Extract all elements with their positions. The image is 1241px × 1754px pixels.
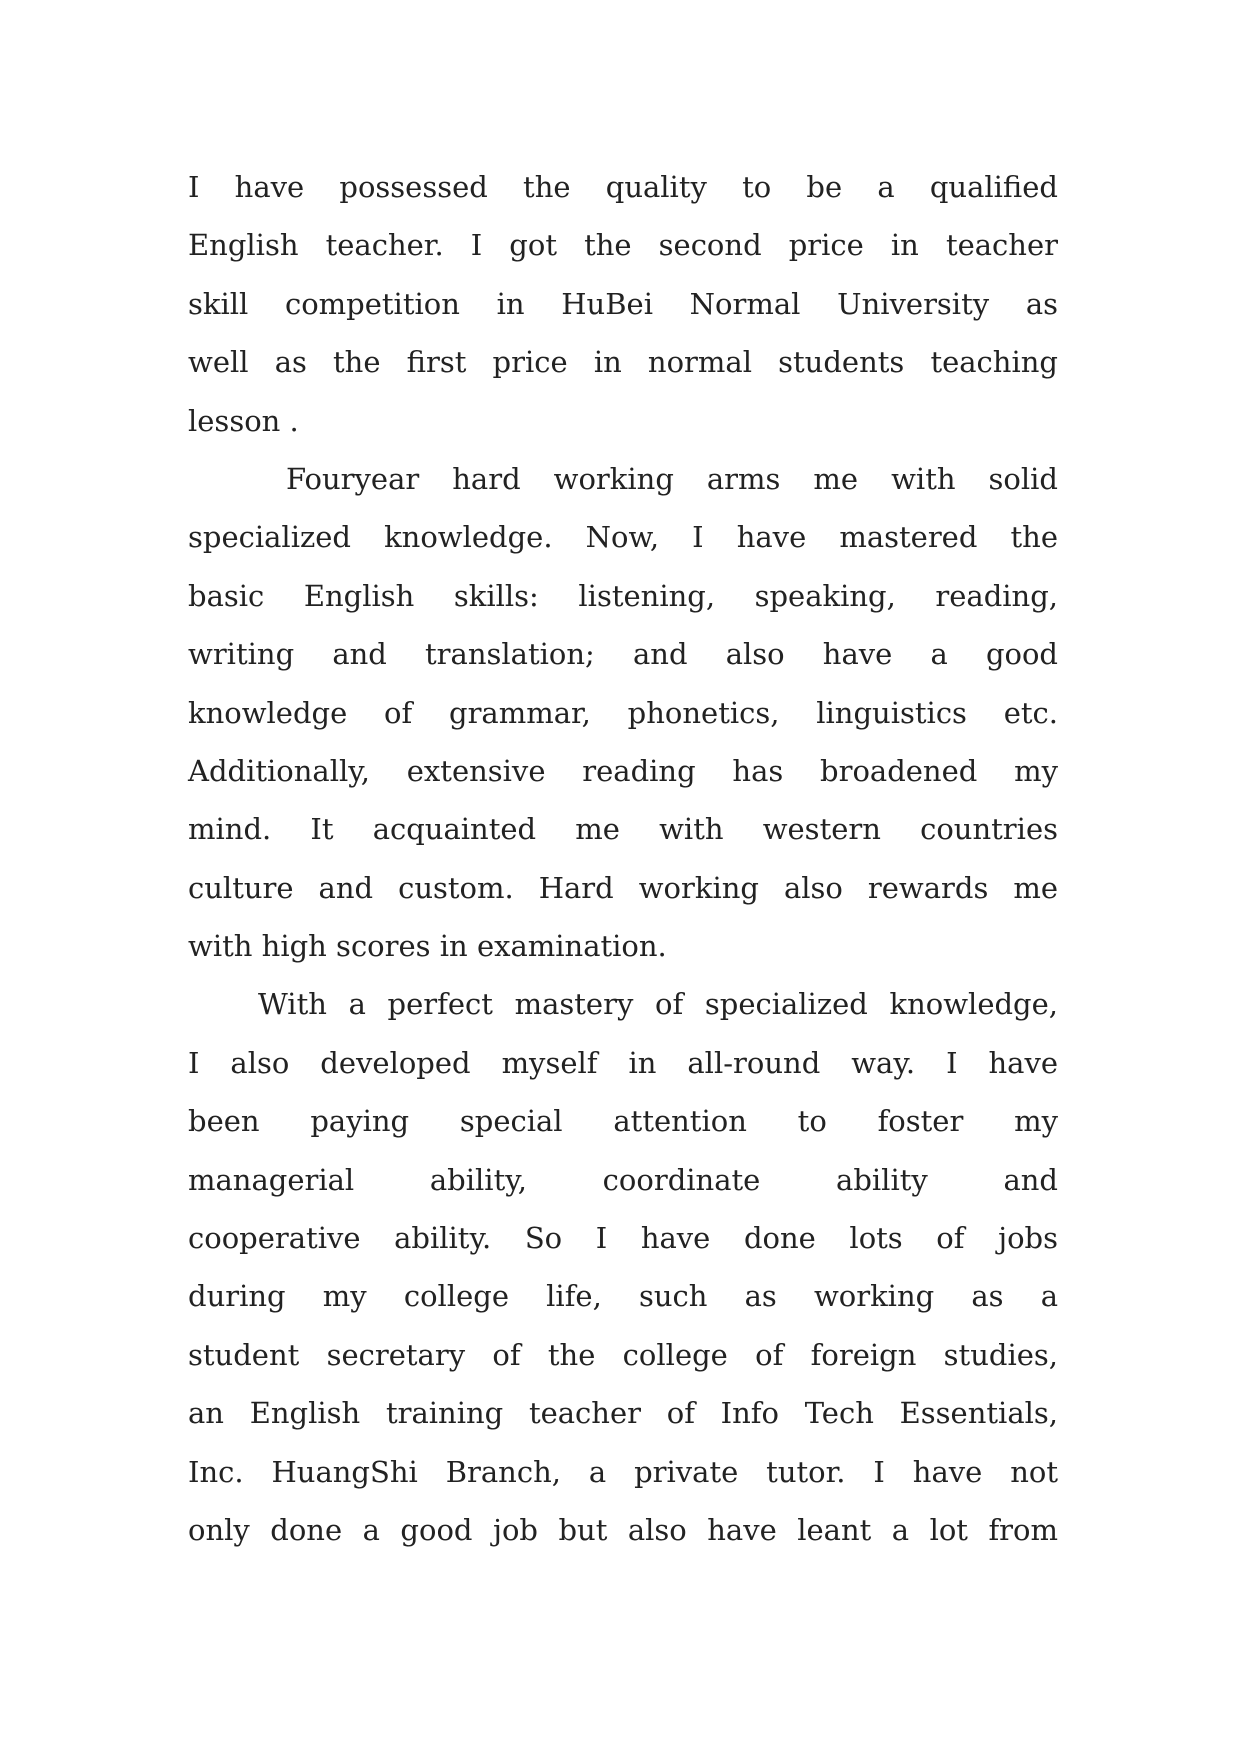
text-line: Inc. HuangShi Branch, a private tutor. I have not (188, 1454, 1058, 1489)
text-line: managerial ability, coordinate ability and (188, 1162, 1058, 1197)
body-text (188, 158, 1058, 1559)
text-line: during my college life, such as working as a (188, 1279, 1058, 1314)
text-line: basic English skills: listening, speaking, reading, (188, 578, 1058, 613)
text-line: lesson . (188, 403, 299, 438)
text-line: With a perfect mastery of specialized knowledge, (258, 987, 1058, 1022)
text-line: English teacher. I got the second price in teacher (188, 228, 1058, 263)
text-line: Additionally, extensive reading has broadened my (188, 753, 1058, 788)
text-line: mind. It acquainted me with western countries (188, 812, 1058, 847)
text-line: skill competition in HuBei Normal University as (188, 286, 1058, 321)
text-line: cooperative ability. So I have done lots of jobs (188, 1221, 1058, 1256)
text-line: well as the first price in normal students teaching (188, 345, 1058, 380)
text-line: writing and translation; and also have a good (188, 637, 1058, 672)
text-line: with high scores in examination. (188, 929, 667, 964)
text-line: specialized knowledge. Now, I have mastered the (188, 520, 1058, 555)
paragraph-1 (188, 158, 1058, 450)
paragraph-3 (188, 975, 1058, 1559)
text-line: been paying special attention to foster my (188, 1104, 1058, 1139)
text-line: culture and custom. Hard working also rewards me (188, 870, 1058, 905)
text-line: Fouryear hard working arms me with solid (286, 461, 1058, 496)
paragraph-2 (188, 450, 1058, 976)
text-line: only done a good job but also have leant a lot from (188, 1512, 1058, 1547)
text-line: an English training teacher of Info Tech Essentials, (188, 1396, 1058, 1431)
text-line: I also developed myself in all-round way. I have (188, 1045, 1058, 1080)
text-line: I have possessed the quality to be a qualified (188, 170, 1058, 204)
text-line: knowledge of grammar, phonetics, linguistics etc. (188, 695, 1058, 730)
text-line: student secretary of the college of foreign studies, (188, 1337, 1058, 1372)
